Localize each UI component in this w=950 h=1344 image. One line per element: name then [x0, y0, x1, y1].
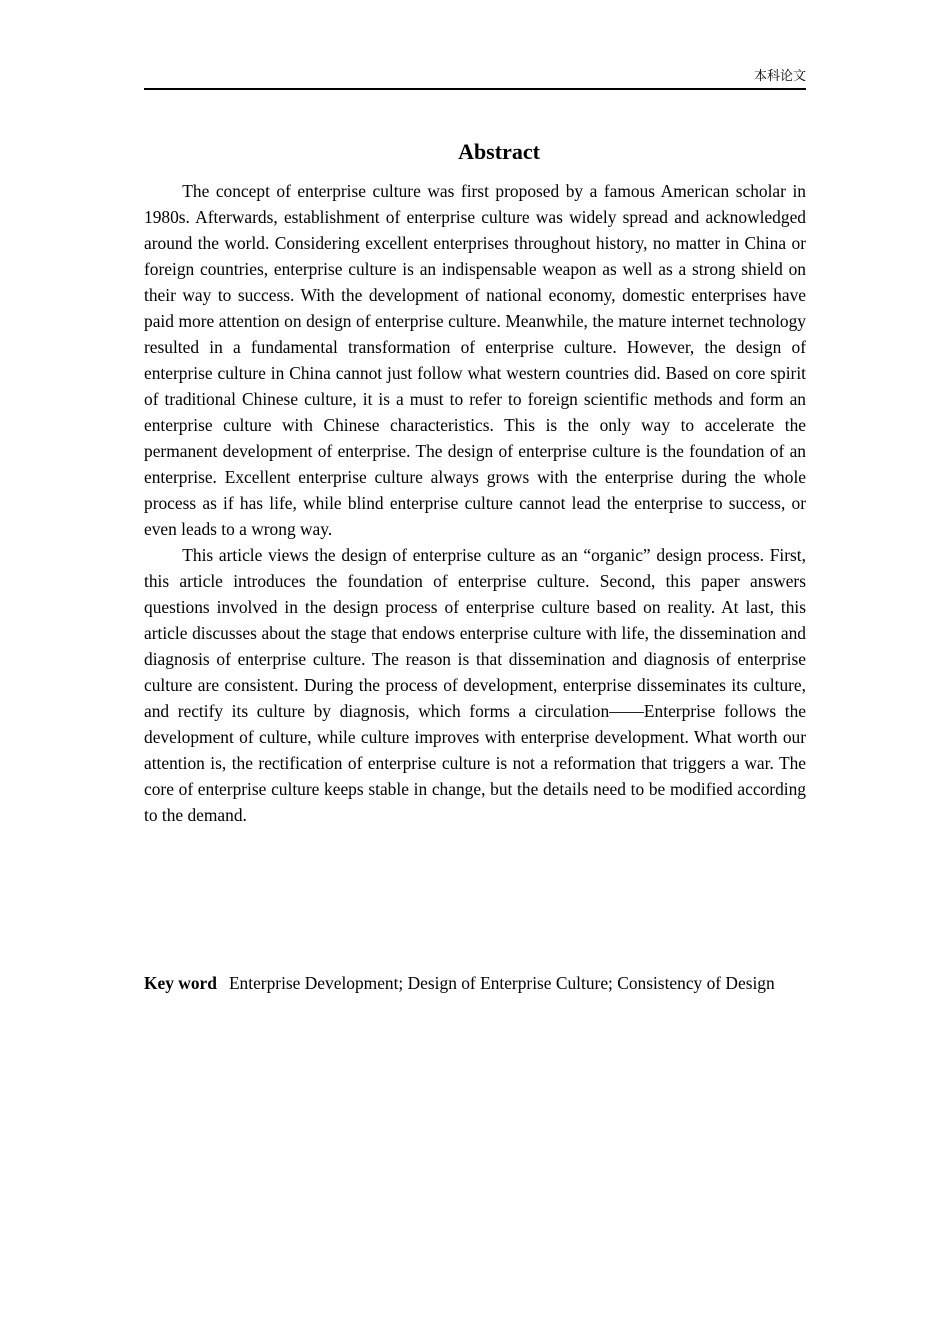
abstract-title: Abstract: [458, 139, 540, 164]
keywords-section: [144, 967, 806, 999]
running-title: 本科论文: [753, 69, 806, 84]
abstract-paragraph-1: The concept of enterprise culture was first proposed by a famous American scholar in 1980s. Afterwards, establishment of enterprise culture was widely spread and acknowledged around the world. Considering excellent enterprises throughout history, no matter in China or foreign countries, enterprise culture is an indispensable weapon as well as a strong shield on their way to success. With the development of national economy, domestic enterprises have paid more attention on design of enterprise culture. Meanwhile, the mature internet technology resulted in a fundamental transformation of enterprise culture. However, the design of enterprise culture in China cannot just follow what western countries did. Based on core spirit of traditional Chinese culture, it is a must to refer to foreign scientific methods and form an enterprise culture with Chinese characteristics. This is the only way to accelerate the permanent development of enterprise. The design of enterprise culture is the foundation of an enterprise. Excellent enterprise culture always grows with the enterprise during the whole process as if has life, while blind enterprise culture cannot lead the enterprise to success, or even leads to a wrong way.: [144, 181, 806, 539]
running-header: [144, 66, 806, 90]
abstract-body: [144, 178, 806, 828]
keywords-text: Enterprise Development; Design of Enterprise Culture; Consistency of Design: [228, 973, 775, 993]
abstract-paragraph-2: This article views the design of enterprise culture as an “organic” design process. First, this article introduces the foundation of enterprise culture. Second, this paper answers questions involved in the design process of enterprise culture based on reality. At last, this article discusses about the stage that endows enterprise culture with life, the dissemination and diagnosis of enterprise culture. The reason is that dissemination and diagnosis of enterprise culture are consistent. During the process of development, enterprise disseminates its culture, and rectify its culture by diagnosis, which forms a circulation——Enterprise follows the development of culture, while culture improves with enterprise development. What worth our attention is, the rectification of enterprise culture is not a reformation that triggers a war. The core of enterprise culture keeps stable in change, but the details need to be modified according to the demand.: [144, 545, 806, 825]
keywords-label: Key word: [144, 973, 217, 993]
